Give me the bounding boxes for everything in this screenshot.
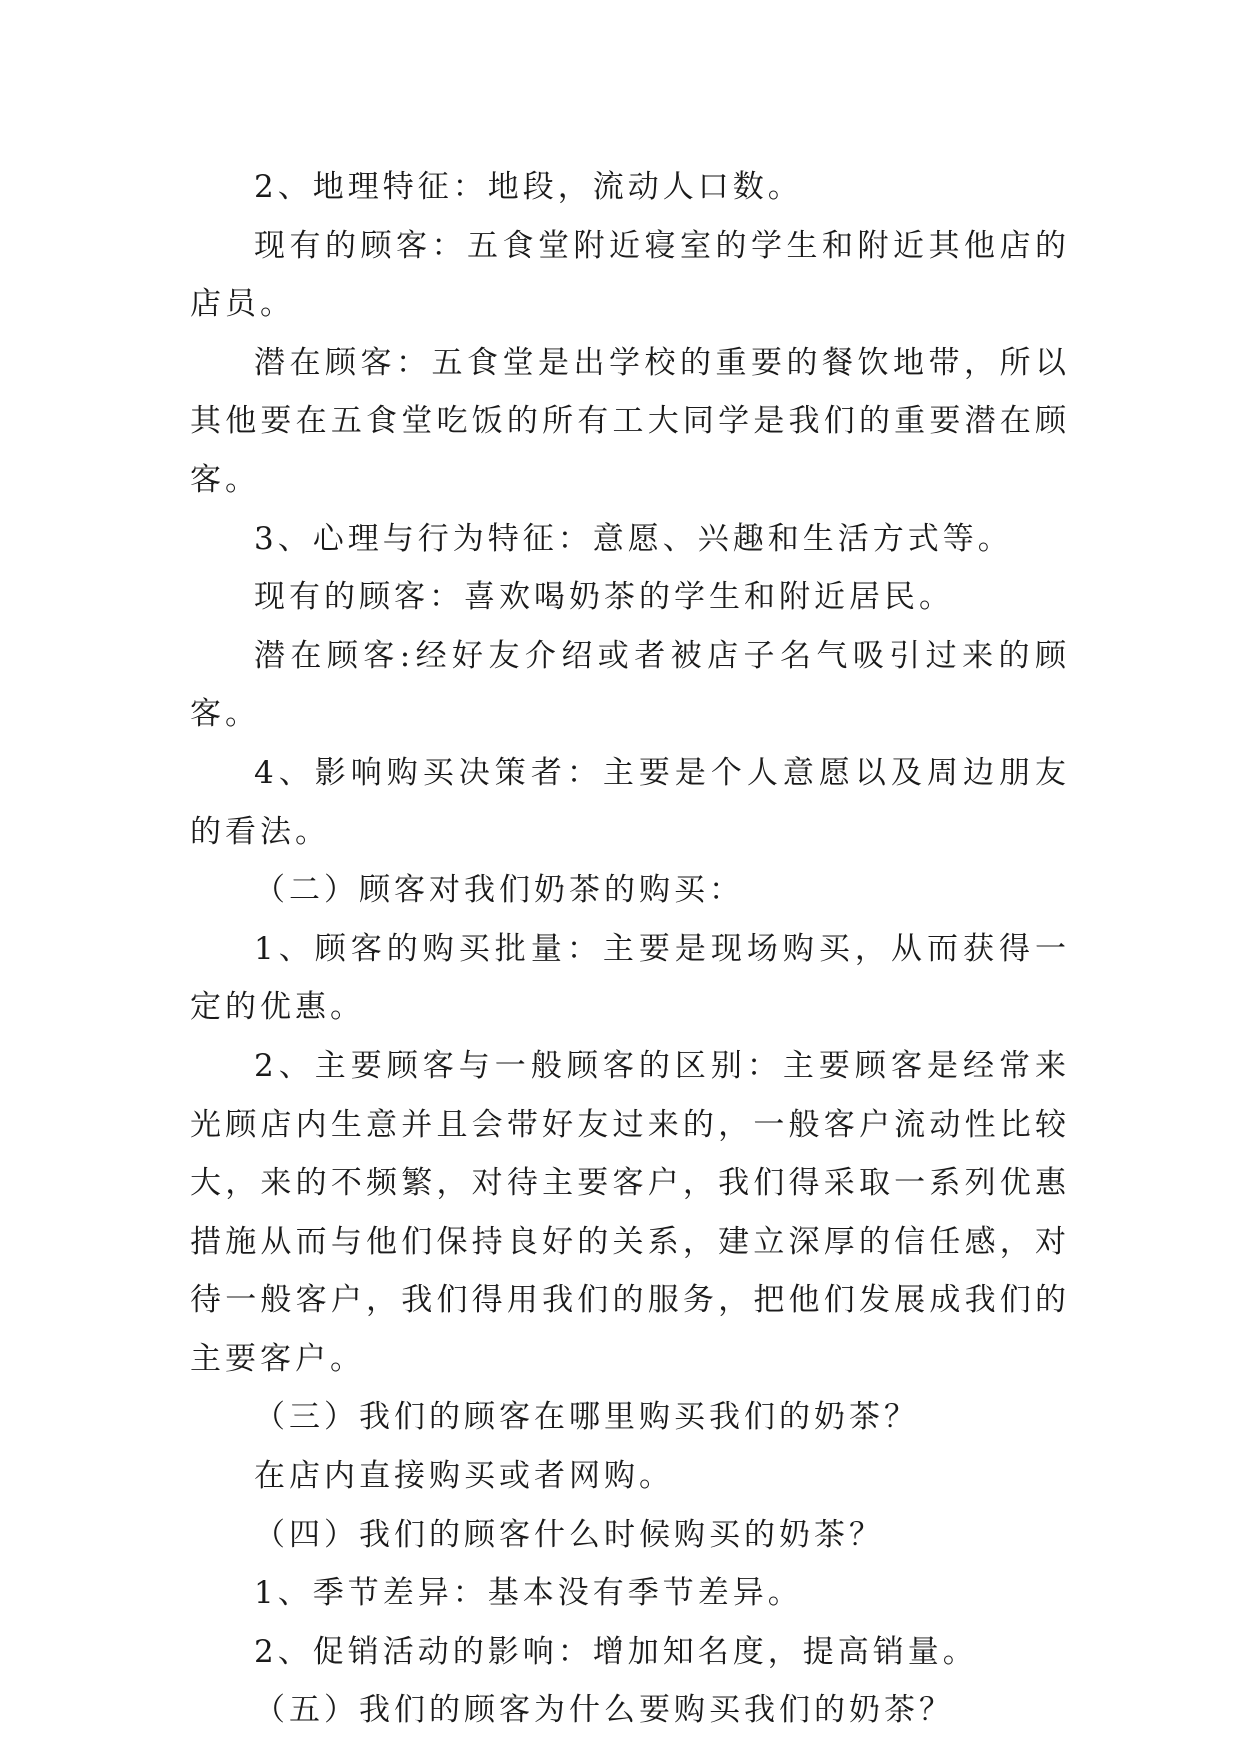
paragraph-psychological-features: 3、心理与行为特征：意愿、兴趣和生活方式等。 bbox=[254, 520, 1013, 557]
section-heading-4: （四）我们的顾客什么时候购买的奶茶？ bbox=[254, 1516, 884, 1553]
paragraph-purchase-influencers: 4、影响购买决策者：主要是个人意愿以及周边朋友的看法。 bbox=[190, 754, 1070, 850]
paragraph-seasonal-differences: 1、季节差异：基本没有季节差异。 bbox=[254, 1575, 803, 1612]
paragraph-promotion-impact: 2、促销活动的影响：增加知名度，提高销量。 bbox=[254, 1633, 978, 1670]
paragraph-purchase-volume: 1、顾客的购买批量：主要是现场购买，从而获得一定的优惠。 bbox=[190, 930, 1070, 1026]
paragraph-current-customers-2: 现有的顾客：喜欢喝奶茶的学生和附近居民。 bbox=[254, 579, 954, 616]
section-heading-2: （二）顾客对我们奶茶的购买： bbox=[254, 872, 744, 909]
paragraph-customer-differences: 2、主要顾客与一般顾客的区别：主要顾客是经常来光顾店内生意并且会带好友过来的，一般客户流动性比较大，来的不频繁，对待主要客户，我们得采取一系列优惠措施从而与他们保持良好的关系，建立深厚的信任感，对待一般客户，我们得用我们的服务，把他们发展成我们的主要客户。 bbox=[190, 1047, 1070, 1377]
paragraph-geographic-features: 2、地理特征：地段，流动人口数。 bbox=[254, 169, 803, 205]
paragraph-current-customers-1: 现有的顾客：五食堂附近寝室的学生和附近其他店的店员。 bbox=[190, 227, 1070, 323]
section-heading-3: （三）我们的顾客在哪里购买我们的奶茶？ bbox=[254, 1399, 919, 1436]
paragraph-potential-customers-2: 潜在顾客:经好友介绍或者被店子名气吸引过来的顾客。 bbox=[190, 637, 1070, 733]
paragraph-where-to-buy: 在店内直接购买或者网购。 bbox=[254, 1458, 674, 1495]
section-heading-5: （五）我们的顾客为什么要购买我们的奶茶？ bbox=[254, 1692, 954, 1729]
document-body bbox=[190, 158, 1070, 1740]
paragraph-potential-customers-1: 潜在顾客：五食堂是出学校的重要的餐饮地带，所以其他要在五食堂吃饭的所有工大同学是我们的重要潜在顾客。 bbox=[190, 344, 1070, 498]
